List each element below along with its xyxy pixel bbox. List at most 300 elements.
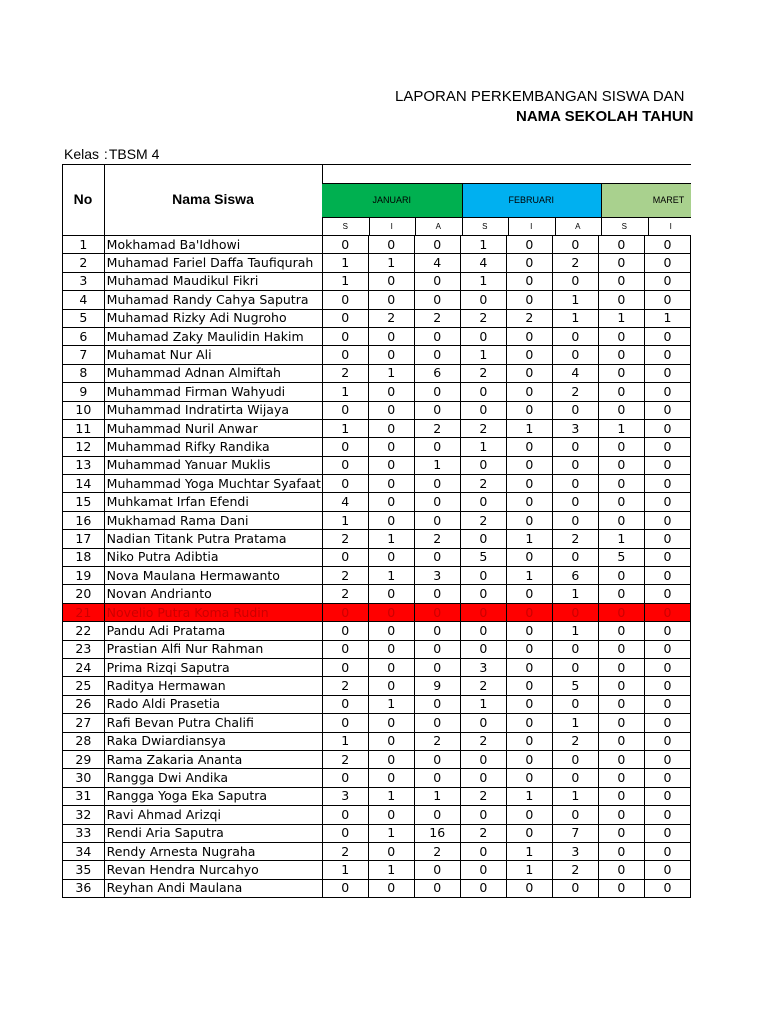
attendance-cell: 1: [460, 695, 506, 713]
attendance-cell: 0: [460, 291, 506, 309]
attendance-cell: 2: [506, 309, 552, 327]
attendance-cell: 0: [552, 272, 598, 290]
attendance-cell: 0: [506, 346, 552, 364]
attendance-cell: 0: [506, 695, 552, 713]
row-number: 2: [63, 254, 105, 272]
attendance-cell: 0: [414, 475, 460, 493]
attendance-cell: 0: [322, 309, 368, 327]
attendance-cell: 2: [460, 511, 506, 529]
attendance-cell: 0: [506, 291, 552, 309]
attendance-cell: 0: [598, 585, 644, 603]
attendance-cell: 0: [368, 475, 414, 493]
sub-header-a: A: [575, 222, 581, 231]
attendance-cell: 0: [552, 438, 598, 456]
attendance-cell: 0: [322, 456, 368, 474]
attendance-cell: 0: [460, 530, 506, 548]
attendance-cell: 1: [506, 861, 552, 879]
attendance-cell: 0: [460, 603, 506, 621]
attendance-cell: 1: [368, 695, 414, 713]
sub-header-i: I: [669, 222, 672, 231]
attendance-cell: 1: [368, 567, 414, 585]
attendance-cell: 0: [322, 603, 368, 621]
attendance-cell: 9: [414, 677, 460, 695]
attendance-cell: 0: [644, 677, 690, 695]
attendance-cell: 0: [644, 383, 690, 401]
student-name: Reyhan Andi Maulana: [104, 879, 322, 897]
attendance-cell: 1: [506, 842, 552, 860]
table-row: [63, 787, 691, 805]
attendance-cell: 0: [460, 567, 506, 585]
attendance-cell: 0: [322, 346, 368, 364]
student-name: Muhammad Indratirta Wijaya: [104, 401, 322, 419]
attendance-cell: 1: [368, 364, 414, 382]
attendance-cell: 2: [552, 530, 598, 548]
table-row: [63, 346, 691, 364]
student-name: Muhammad Adnan Almiftah: [104, 364, 322, 382]
attendance-cell: 6: [414, 364, 460, 382]
attendance-cell: 4: [552, 364, 598, 382]
attendance-cell: 0: [414, 622, 460, 640]
attendance-cell: 0: [506, 236, 552, 254]
table-row: [63, 806, 691, 824]
row-number: 27: [63, 714, 105, 732]
attendance-cell: 0: [506, 677, 552, 695]
attendance-cell: 0: [322, 640, 368, 658]
row-number: 31: [63, 787, 105, 805]
attendance-cell: 1: [368, 824, 414, 842]
attendance-cell: 0: [460, 806, 506, 824]
attendance-cell: 0: [460, 842, 506, 860]
attendance-cell: 1: [506, 530, 552, 548]
table-row: [63, 327, 691, 345]
attendance-cell: 0: [598, 879, 644, 897]
attendance-cell: 0: [598, 475, 644, 493]
table-row: [63, 603, 691, 621]
attendance-cell: 0: [598, 493, 644, 511]
attendance-cell: 0: [322, 879, 368, 897]
student-name: Muhammad Yoga Muchtar Syafaat: [104, 475, 322, 493]
attendance-cell: 0: [414, 585, 460, 603]
attendance-cell: 0: [368, 493, 414, 511]
attendance-cell: 0: [368, 714, 414, 732]
table-row: [63, 622, 691, 640]
attendance-cell: 1: [414, 787, 460, 805]
attendance-cell: 0: [552, 236, 598, 254]
attendance-cell: 0: [506, 364, 552, 382]
attendance-cell: 0: [552, 879, 598, 897]
attendance-cell: 4: [322, 493, 368, 511]
column-header-no: No: [73, 191, 93, 207]
attendance-cell: 1: [322, 419, 368, 437]
student-name: Mokhamad Ba'Idhowi: [104, 236, 322, 254]
table-row: [63, 493, 691, 511]
attendance-cell: 0: [644, 603, 690, 621]
student-name: Muhammad Firman Wahyudi: [104, 383, 322, 401]
attendance-cell: 0: [322, 622, 368, 640]
attendance-cell: 0: [644, 622, 690, 640]
row-number: 23: [63, 640, 105, 658]
table-row: [63, 530, 691, 548]
row-number: 17: [63, 530, 105, 548]
attendance-cell: 1: [598, 530, 644, 548]
attendance-cell: 1: [506, 567, 552, 585]
student-name: Nadian Titank Putra Pratama: [104, 530, 322, 548]
attendance-cell: 0: [552, 750, 598, 768]
attendance-cell: 0: [598, 254, 644, 272]
attendance-cell: 0: [598, 842, 644, 860]
attendance-cell: 0: [644, 714, 690, 732]
attendance-cell: 0: [506, 714, 552, 732]
row-number: 7: [63, 346, 105, 364]
table-row: [63, 750, 691, 768]
row-number: 33: [63, 824, 105, 842]
attendance-cell: 0: [506, 438, 552, 456]
attendance-cell: 0: [598, 346, 644, 364]
attendance-cell: 0: [460, 383, 506, 401]
attendance-cell: 0: [506, 272, 552, 290]
attendance-cell: 0: [644, 236, 690, 254]
header-top-border: [62, 164, 691, 165]
attendance-cell: 0: [414, 291, 460, 309]
attendance-cell: 0: [460, 456, 506, 474]
attendance-cell: 0: [644, 364, 690, 382]
student-name: Muhamad Zaky Maulidin Hakim: [104, 327, 322, 345]
attendance-cell: 1: [506, 787, 552, 805]
attendance-cell: 1: [552, 585, 598, 603]
student-name: Prastian Alfi Nur Rahman: [104, 640, 322, 658]
attendance-cell: 2: [322, 364, 368, 382]
attendance-cell: 0: [644, 291, 690, 309]
row-number: 5: [63, 309, 105, 327]
student-name: Muhamad Fariel Daffa Taufiqurah: [104, 254, 322, 272]
attendance-cell: 0: [598, 327, 644, 345]
student-name: Rendi Aria Saputra: [104, 824, 322, 842]
attendance-cell: 0: [414, 603, 460, 621]
attendance-cell: 0: [598, 769, 644, 787]
kelas-value: TBSM 4: [108, 146, 160, 162]
attendance-cell: 0: [598, 824, 644, 842]
attendance-cell: 1: [460, 236, 506, 254]
table-row: [63, 658, 691, 676]
attendance-cell: 0: [506, 658, 552, 676]
student-name: Rado Aldi Prasetia: [104, 695, 322, 713]
row-number: 16: [63, 511, 105, 529]
table-row: [63, 879, 691, 897]
attendance-cell: 0: [506, 769, 552, 787]
attendance-cell: 0: [598, 732, 644, 750]
attendance-cell: 0: [598, 658, 644, 676]
attendance-cell: 0: [368, 879, 414, 897]
attendance-cell: 2: [460, 732, 506, 750]
attendance-cell: 2: [414, 732, 460, 750]
attendance-cell: 0: [506, 475, 552, 493]
attendance-cell: 1: [506, 419, 552, 437]
attendance-cell: 0: [368, 658, 414, 676]
attendance-cell: 4: [414, 254, 460, 272]
row-number: 10: [63, 401, 105, 419]
row-number: 21: [63, 603, 105, 621]
attendance-cell: 0: [322, 291, 368, 309]
student-name: Muhammad Rifky Randika: [104, 438, 322, 456]
attendance-cell: 2: [460, 787, 506, 805]
row-number: 34: [63, 842, 105, 860]
student-name: Raditya Hermawan: [104, 677, 322, 695]
table-row: [63, 364, 691, 382]
attendance-cell: 0: [414, 640, 460, 658]
attendance-cell: 1: [552, 714, 598, 732]
attendance-cell: 0: [414, 438, 460, 456]
attendance-cell: 0: [644, 787, 690, 805]
attendance-cell: 0: [506, 401, 552, 419]
attendance-cell: 0: [414, 658, 460, 676]
attendance-cell: 0: [414, 327, 460, 345]
attendance-cell: 0: [368, 511, 414, 529]
attendance-cell: 0: [414, 879, 460, 897]
attendance-cell: 0: [552, 346, 598, 364]
attendance-cell: 2: [460, 677, 506, 695]
sub-header-i: I: [530, 222, 533, 231]
student-name: Rangga Yoga Eka Saputra: [104, 787, 322, 805]
attendance-cell: 0: [598, 622, 644, 640]
attendance-cell: 1: [368, 254, 414, 272]
attendance-cell: 0: [368, 622, 414, 640]
attendance-cell: 0: [368, 677, 414, 695]
attendance-cell: 0: [506, 254, 552, 272]
attendance-cell: 1: [598, 419, 644, 437]
attendance-cell: 2: [460, 419, 506, 437]
attendance-cell: 0: [322, 658, 368, 676]
table-row: [63, 291, 691, 309]
table-row: [63, 567, 691, 585]
student-name: Rangga Dwi Andika: [104, 769, 322, 787]
attendance-cell: 1: [644, 309, 690, 327]
attendance-cell: 0: [460, 640, 506, 658]
attendance-cell: 0: [598, 364, 644, 382]
attendance-cell: 3: [414, 567, 460, 585]
attendance-cell: 2: [322, 530, 368, 548]
table-row: [63, 401, 691, 419]
attendance-cell: 1: [368, 530, 414, 548]
attendance-cell: 2: [322, 585, 368, 603]
table-row: [63, 456, 691, 474]
student-name: Mukhamad Rama Dani: [104, 511, 322, 529]
month-divider: [601, 183, 602, 235]
row-number: 8: [63, 364, 105, 382]
attendance-cell: 0: [460, 401, 506, 419]
student-table: [62, 235, 691, 898]
table-row: [63, 695, 691, 713]
attendance-cell: 1: [322, 861, 368, 879]
attendance-cell: 0: [506, 327, 552, 345]
attendance-cell: 0: [598, 750, 644, 768]
attendance-cell: 0: [598, 456, 644, 474]
attendance-cell: 0: [552, 401, 598, 419]
student-name: Muhkamat Irfan Efendi: [104, 493, 322, 511]
attendance-cell: 0: [598, 511, 644, 529]
row-number: 26: [63, 695, 105, 713]
attendance-cell: 0: [552, 456, 598, 474]
attendance-cell: 0: [414, 401, 460, 419]
table-row: [63, 254, 691, 272]
attendance-cell: 0: [506, 622, 552, 640]
attendance-cell: 0: [368, 401, 414, 419]
attendance-cell: 3: [552, 419, 598, 437]
student-name: Nova Maulana Hermawanto: [104, 567, 322, 585]
attendance-cell: 0: [414, 493, 460, 511]
attendance-cell: 0: [644, 842, 690, 860]
row-number: 18: [63, 548, 105, 566]
student-name: Novan Andrianto: [104, 585, 322, 603]
attendance-cell: 0: [552, 640, 598, 658]
attendance-cell: 0: [552, 475, 598, 493]
attendance-cell: 2: [368, 309, 414, 327]
table-row: [63, 475, 691, 493]
attendance-cell: 0: [552, 658, 598, 676]
attendance-cell: 0: [322, 401, 368, 419]
attendance-cell: 2: [322, 842, 368, 860]
attendance-cell: 0: [552, 548, 598, 566]
attendance-cell: 0: [460, 861, 506, 879]
attendance-cell: 1: [552, 291, 598, 309]
sub-divider: [415, 218, 416, 235]
sub-header-s: S: [342, 222, 348, 231]
table-row: [63, 861, 691, 879]
attendance-cell: 2: [460, 824, 506, 842]
attendance-cell: 0: [368, 456, 414, 474]
attendance-cell: 7: [552, 824, 598, 842]
attendance-cell: 0: [414, 806, 460, 824]
sub-divider: [555, 218, 556, 235]
row-number: 9: [63, 383, 105, 401]
attendance-cell: 0: [368, 806, 414, 824]
row-number: 12: [63, 438, 105, 456]
attendance-cell: 0: [414, 695, 460, 713]
attendance-cell: 0: [598, 861, 644, 879]
month-header-maret: MARET: [601, 183, 691, 217]
attendance-cell: 0: [506, 824, 552, 842]
attendance-cell: 2: [460, 364, 506, 382]
row-number: 32: [63, 806, 105, 824]
attendance-cell: 0: [644, 548, 690, 566]
attendance-cell: 1: [322, 383, 368, 401]
attendance-cell: 0: [644, 456, 690, 474]
attendance-cell: 0: [322, 475, 368, 493]
attendance-cell: 0: [598, 787, 644, 805]
attendance-cell: 4: [460, 254, 506, 272]
table-row: [63, 732, 691, 750]
sub-divider: [648, 218, 649, 235]
attendance-cell: 2: [552, 861, 598, 879]
attendance-cell: 0: [644, 640, 690, 658]
attendance-cell: 0: [598, 438, 644, 456]
attendance-cell: 0: [644, 438, 690, 456]
attendance-cell: 0: [506, 456, 552, 474]
student-name: Raka Dwiardiansya: [104, 732, 322, 750]
attendance-cell: 0: [414, 236, 460, 254]
table-row: [63, 309, 691, 327]
attendance-cell: 3: [322, 787, 368, 805]
attendance-cell: 0: [552, 511, 598, 529]
attendance-cell: 0: [598, 567, 644, 585]
row-number: 15: [63, 493, 105, 511]
attendance-cell: 0: [460, 493, 506, 511]
table-row: [63, 383, 691, 401]
attendance-cell: 0: [644, 585, 690, 603]
attendance-cell: 0: [644, 530, 690, 548]
attendance-cell: 0: [506, 640, 552, 658]
attendance-cell: 0: [644, 346, 690, 364]
sub-header-s: S: [621, 222, 627, 231]
row-number: 20: [63, 585, 105, 603]
attendance-cell: 0: [644, 493, 690, 511]
row-number: 30: [63, 769, 105, 787]
attendance-cell: 0: [598, 291, 644, 309]
attendance-cell: 0: [368, 346, 414, 364]
attendance-cell: 1: [460, 272, 506, 290]
student-name: Pandu Adi Pratama: [104, 622, 322, 640]
table-row: [63, 236, 691, 254]
student-name: Muhammad Nuril Anwar: [104, 419, 322, 437]
attendance-cell: 0: [414, 714, 460, 732]
kelas-separator: :: [103, 146, 108, 162]
attendance-cell: 2: [552, 383, 598, 401]
table-row: [63, 769, 691, 787]
month-header-februari: FEBRUARI: [462, 183, 602, 217]
attendance-cell: 1: [322, 254, 368, 272]
attendance-cell: 0: [322, 327, 368, 345]
attendance-cell: 0: [322, 236, 368, 254]
attendance-cell: 0: [322, 824, 368, 842]
attendance-cell: 0: [644, 658, 690, 676]
row-number: 24: [63, 658, 105, 676]
row-number: 36: [63, 879, 105, 897]
attendance-cell: 0: [368, 272, 414, 290]
attendance-cell: 0: [506, 732, 552, 750]
attendance-cell: 0: [414, 769, 460, 787]
table-row: [63, 548, 691, 566]
attendance-cell: 0: [644, 327, 690, 345]
row-number: 22: [63, 622, 105, 640]
student-name: Revan Hendra Nurcahyo: [104, 861, 322, 879]
attendance-cell: 0: [644, 879, 690, 897]
attendance-cell: 0: [644, 769, 690, 787]
row-number: 13: [63, 456, 105, 474]
attendance-cell: 0: [552, 806, 598, 824]
student-name: Rafi Bevan Putra Chalifi: [104, 714, 322, 732]
attendance-cell: 0: [414, 272, 460, 290]
attendance-cell: 0: [322, 438, 368, 456]
table-row: [63, 272, 691, 290]
attendance-cell: 1: [552, 309, 598, 327]
table-row: [63, 511, 691, 529]
row-number: 4: [63, 291, 105, 309]
attendance-cell: 0: [368, 750, 414, 768]
attendance-cell: 1: [368, 787, 414, 805]
attendance-cell: 0: [368, 548, 414, 566]
sub-divider: [369, 218, 370, 235]
attendance-cell: 0: [460, 750, 506, 768]
attendance-cell: 2: [322, 677, 368, 695]
attendance-cell: 5: [460, 548, 506, 566]
attendance-cell: 0: [644, 861, 690, 879]
attendance-cell: 0: [598, 272, 644, 290]
attendance-cell: 0: [598, 806, 644, 824]
attendance-cell: 0: [368, 438, 414, 456]
attendance-cell: 0: [552, 603, 598, 621]
attendance-cell: 1: [552, 787, 598, 805]
attendance-cell: 0: [598, 236, 644, 254]
attendance-cell: 0: [368, 769, 414, 787]
